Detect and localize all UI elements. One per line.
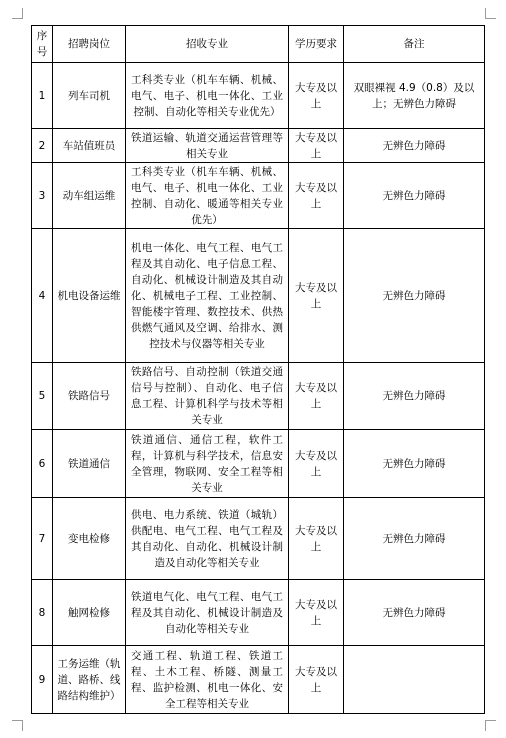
cell-majors: 机电一体化、电气工程、电气工程及其自动化、电子信息工程、自动化、机械设计制造及其自动化、机械电子工程、工业控制、智能楼宇管理、数控技术、供热供燃气通风及空调、给排水、测控技术与仪器等相关专业 bbox=[126, 229, 289, 363]
cell-note: 无辨色力障碍 bbox=[344, 129, 485, 163]
cell-education: 大专及以上 bbox=[289, 163, 344, 229]
cell-majors: 交通工程、轨道工程、铁道工程、土木工程、桥隧、测量工程、监护检测、机电一体化、安全工程等相关专业 bbox=[126, 646, 289, 714]
cell-note: 无辨色力障碍 bbox=[344, 229, 485, 363]
cell-post: 动车组运维 bbox=[53, 163, 126, 229]
header-no: 序号 bbox=[32, 26, 53, 63]
cell-post: 车站值班员 bbox=[53, 129, 126, 163]
cell-education: 大专及以上 bbox=[289, 129, 344, 163]
cell-post: 工务运维（轨道、路桥、线路结构维护） bbox=[53, 646, 126, 714]
cell-education: 大专及以上 bbox=[289, 430, 344, 498]
cell-education: 大专及以上 bbox=[289, 63, 344, 129]
table-row bbox=[32, 430, 485, 498]
table-row bbox=[32, 363, 485, 430]
margin-mark-top-right bbox=[485, 8, 496, 19]
cell-majors: 铁道电气化、电气工程、电气工程及其自动化、机械设计制造及自动化等相关专业 bbox=[126, 580, 289, 646]
header-note: 备注 bbox=[344, 26, 485, 63]
table-row bbox=[32, 498, 485, 580]
cell-majors: 铁道运输、轨道交通运营管理等相关专业 bbox=[126, 129, 289, 163]
table-header-row bbox=[32, 26, 485, 63]
cell-no: 9 bbox=[32, 646, 53, 714]
cell-education: 大专及以上 bbox=[289, 498, 344, 580]
cell-education: 大专及以上 bbox=[289, 580, 344, 646]
cell-post: 列车司机 bbox=[53, 63, 126, 129]
cell-majors: 铁路信号、自动控制（铁道交通信号与控制）、自动化、电子信息工程、计算机科学与技术等相关专业 bbox=[126, 363, 289, 430]
cell-no: 2 bbox=[32, 129, 53, 163]
cell-post: 机电设备运维 bbox=[53, 229, 126, 363]
cell-post: 铁道通信 bbox=[53, 430, 126, 498]
table-row bbox=[32, 129, 485, 163]
recruitment-table bbox=[31, 25, 485, 714]
cell-majors: 工科类专业（机车车辆、机械、电气、电子、机电一体化、工业控制、自动化等相关专业优先） bbox=[126, 63, 289, 129]
cell-note: 无辨色力障碍 bbox=[344, 498, 485, 580]
cell-no: 8 bbox=[32, 580, 53, 646]
cell-note: 无辨色力障碍 bbox=[344, 363, 485, 430]
margin-mark-bottom-left bbox=[12, 720, 23, 731]
cell-majors: 铁道通信、通信工程，软件工程，计算机与科学技术，信息安全管理，物联网、安全工程等相关专业 bbox=[126, 430, 289, 498]
cell-note: 无辨色力障碍 bbox=[344, 580, 485, 646]
table-row bbox=[32, 580, 485, 646]
cell-note: 无辨色力障碍 bbox=[344, 430, 485, 498]
table-row bbox=[32, 63, 485, 129]
cell-note: 双眼裸视 4.9（0.8）及以上；无辨色力障碍 bbox=[344, 63, 485, 129]
table-row bbox=[32, 229, 485, 363]
cell-no: 5 bbox=[32, 363, 53, 430]
table-row bbox=[32, 646, 485, 714]
cell-note bbox=[344, 646, 485, 714]
cell-no: 3 bbox=[32, 163, 53, 229]
cell-post: 变电检修 bbox=[53, 498, 126, 580]
cell-no: 1 bbox=[32, 63, 53, 129]
header-post: 招聘岗位 bbox=[53, 26, 126, 63]
header-education: 学历要求 bbox=[289, 26, 344, 63]
margin-mark-top-left bbox=[12, 8, 23, 19]
cell-note: 无辨色力障碍 bbox=[344, 163, 485, 229]
cell-post: 铁路信号 bbox=[53, 363, 126, 430]
cell-education: 大专及以上 bbox=[289, 363, 344, 430]
cell-education: 大专及以上 bbox=[289, 229, 344, 363]
table-row bbox=[32, 163, 485, 229]
cell-no: 7 bbox=[32, 498, 53, 580]
cell-post: 触网检修 bbox=[53, 580, 126, 646]
cell-education: 大专及以上 bbox=[289, 646, 344, 714]
margin-mark-bottom-right bbox=[485, 720, 496, 731]
cell-no: 4 bbox=[32, 229, 53, 363]
header-majors: 招收专业 bbox=[126, 26, 289, 63]
cell-majors: 供电、电力系统、铁道（城轨）供配电、电气工程、电气工程及其自动化、自动化、机械设计制造及自动化等相关专业 bbox=[126, 498, 289, 580]
cell-no: 6 bbox=[32, 430, 53, 498]
cell-majors: 工科类专业（机车车辆、机械、电气、电子、机电一体化、工业控制、自动化、暖通等相关专业优先） bbox=[126, 163, 289, 229]
